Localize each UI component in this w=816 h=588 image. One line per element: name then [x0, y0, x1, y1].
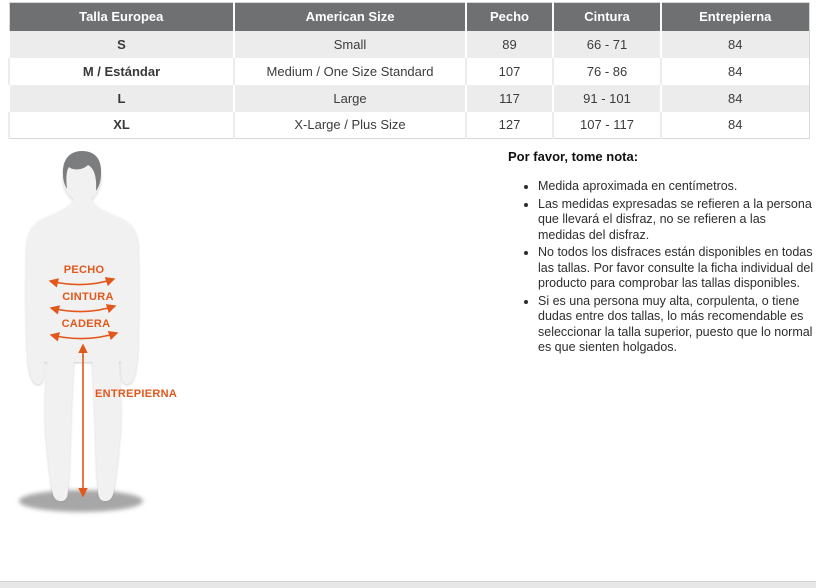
cell-inseam: 84 [661, 31, 809, 58]
waist-label: CINTURA [62, 291, 114, 303]
cell-eu-size: XL [9, 112, 234, 139]
table-row-l [9, 85, 809, 112]
note-item: • Si es una persona muy alta, corpulenta, o tiene dudas entre dos tallas, lo más recomendable es seleccionar la talla superior, puesto que lo normal es que sienten holgados. [538, 294, 814, 356]
cell-chest: 89 [466, 31, 553, 58]
table-row-m [9, 58, 809, 85]
cell-chest: 127 [466, 112, 553, 139]
size-chart-header [9, 3, 809, 31]
notes-list [508, 179, 814, 356]
notes-section [508, 149, 814, 358]
cell-waist: 91 - 101 [553, 85, 661, 112]
cell-waist: 107 - 117 [553, 112, 661, 139]
note-item: • Las medidas expresadas se refieren a la persona que llevará el disfraz, no se refieren a las medidas del disfraz. [538, 197, 814, 244]
header-row [9, 3, 809, 31]
cell-eu-size: M / Estándar [9, 58, 234, 85]
column-header-pecho: Pecho [466, 3, 553, 31]
cell-eu-size: S [9, 31, 234, 58]
notes-heading: Por favor, tome nota: [508, 149, 639, 164]
note-item: • Medida aproximada en centímetros. [538, 179, 814, 195]
cell-american-size: Large [234, 85, 466, 112]
floor-shadow [19, 490, 143, 512]
column-header-entrepierna: Entrepierna [661, 3, 809, 31]
cell-inseam: 84 [661, 85, 809, 112]
table-row-xl [9, 112, 809, 139]
cell-chest: 117 [466, 85, 553, 112]
cell-american-size: X-Large / Plus Size [234, 112, 466, 139]
note-item: • No todos los disfraces están disponibles en todas las tallas. Por favor consulte la ficha individual del producto para comprobar las tallas disponibles. [538, 245, 814, 292]
size-chart-body [9, 31, 809, 139]
cell-eu-size: L [9, 85, 234, 112]
inseam-label: ENTREPIERNA [95, 388, 178, 400]
cell-american-size: Small [234, 31, 466, 58]
cell-waist: 66 - 71 [553, 31, 661, 58]
size-chart-table [8, 2, 810, 139]
left-leg-shape [45, 353, 74, 501]
right-leg-shape [92, 353, 121, 501]
body-measurement-diagram [0, 145, 250, 525]
bottom-edge-strip [0, 581, 816, 588]
column-header-cintura: Cintura [553, 3, 661, 31]
cell-waist: 76 - 86 [553, 58, 661, 85]
cell-inseam: 84 [661, 58, 809, 85]
column-header-american-size: American Size [234, 3, 466, 31]
cell-american-size: Medium / One Size Standard [234, 58, 466, 85]
table-row-s [9, 31, 809, 58]
column-header-talla-europea: Talla Europea [9, 3, 234, 31]
chest-label: PECHO [63, 264, 105, 276]
hip-label: CADERA [61, 318, 111, 330]
cell-inseam: 84 [661, 112, 809, 139]
cell-chest: 107 [466, 58, 553, 85]
